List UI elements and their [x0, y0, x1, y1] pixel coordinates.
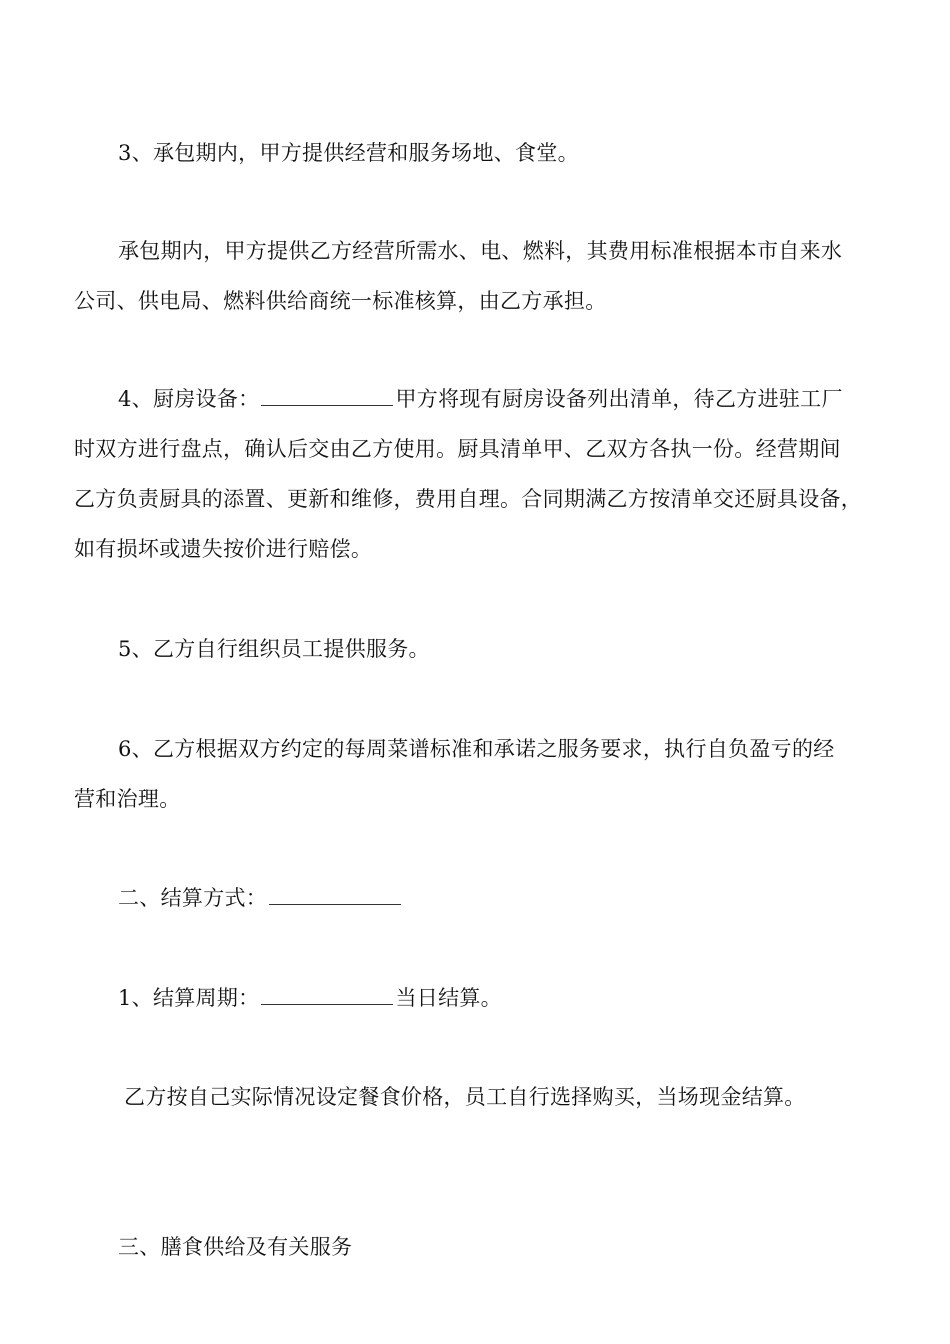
paragraph-3-venue: [118, 128, 928, 178]
item-prefix: 4、厨房设备：: [118, 387, 260, 411]
paragraph-line: 乙方负责厨具的添置、更新和维修，费用自理。合同期满乙方按清单交还厨具设备，: [74, 487, 863, 511]
section-heading: [118, 873, 928, 923]
paragraph-utilities: [74, 226, 884, 326]
paragraph-text: 5、乙方自行组织员工提供服务。: [118, 637, 430, 661]
paragraph-line: 时双方进行盘点，确认后交由乙方使用。厨具清单甲、乙双方各执一份。经营期间: [74, 437, 841, 461]
paragraph-text: 乙方按自己实际情况设定餐食价格，员工自行选择购买，当场现金结算。: [124, 1085, 806, 1109]
paragraph-line: 承包期内，甲方提供乙方经营所需水、电、燃料，其费用标准根据本市自来水: [118, 239, 843, 263]
paragraph-line: [74, 374, 884, 424]
paragraph-5-staff: [118, 624, 928, 674]
paragraph-4-kitchen-equipment: [74, 374, 884, 574]
paragraph-line: 如有损坏或遗失按价进行赔偿。: [74, 537, 373, 561]
item-text: 甲方将现有厨房设备列出清单，待乙方进驻工厂: [395, 387, 843, 411]
paragraph-line: 营和治理。: [74, 787, 181, 811]
fill-in-blank: [269, 886, 401, 905]
item-text: 当日结算。: [395, 986, 502, 1010]
paragraph-settlement-cycle: [118, 973, 928, 1023]
paragraph-6-menu: [74, 724, 884, 824]
paragraph-line: 公司、供电局、燃料供给商统一标准核算，由乙方承担。: [74, 289, 607, 313]
section-3-heading: [118, 1222, 928, 1272]
paragraph-text: 3、承包期内，甲方提供经营和服务场地、食堂。: [118, 141, 579, 165]
fill-in-blank: [261, 387, 393, 406]
section-heading: 三、膳食供给及有关服务: [118, 1235, 353, 1259]
paragraph-pricing: [124, 1072, 934, 1122]
fill-in-blank: [261, 986, 393, 1005]
item-prefix: 1、结算周期：: [118, 986, 260, 1010]
section-2-heading: [118, 873, 928, 923]
paragraph-line: [118, 973, 928, 1023]
paragraph-line: 6、乙方根据双方约定的每周菜谱标准和承诺之服务要求，执行自负盈亏的经: [118, 737, 835, 761]
heading-text: 二、结算方式：: [118, 886, 268, 910]
